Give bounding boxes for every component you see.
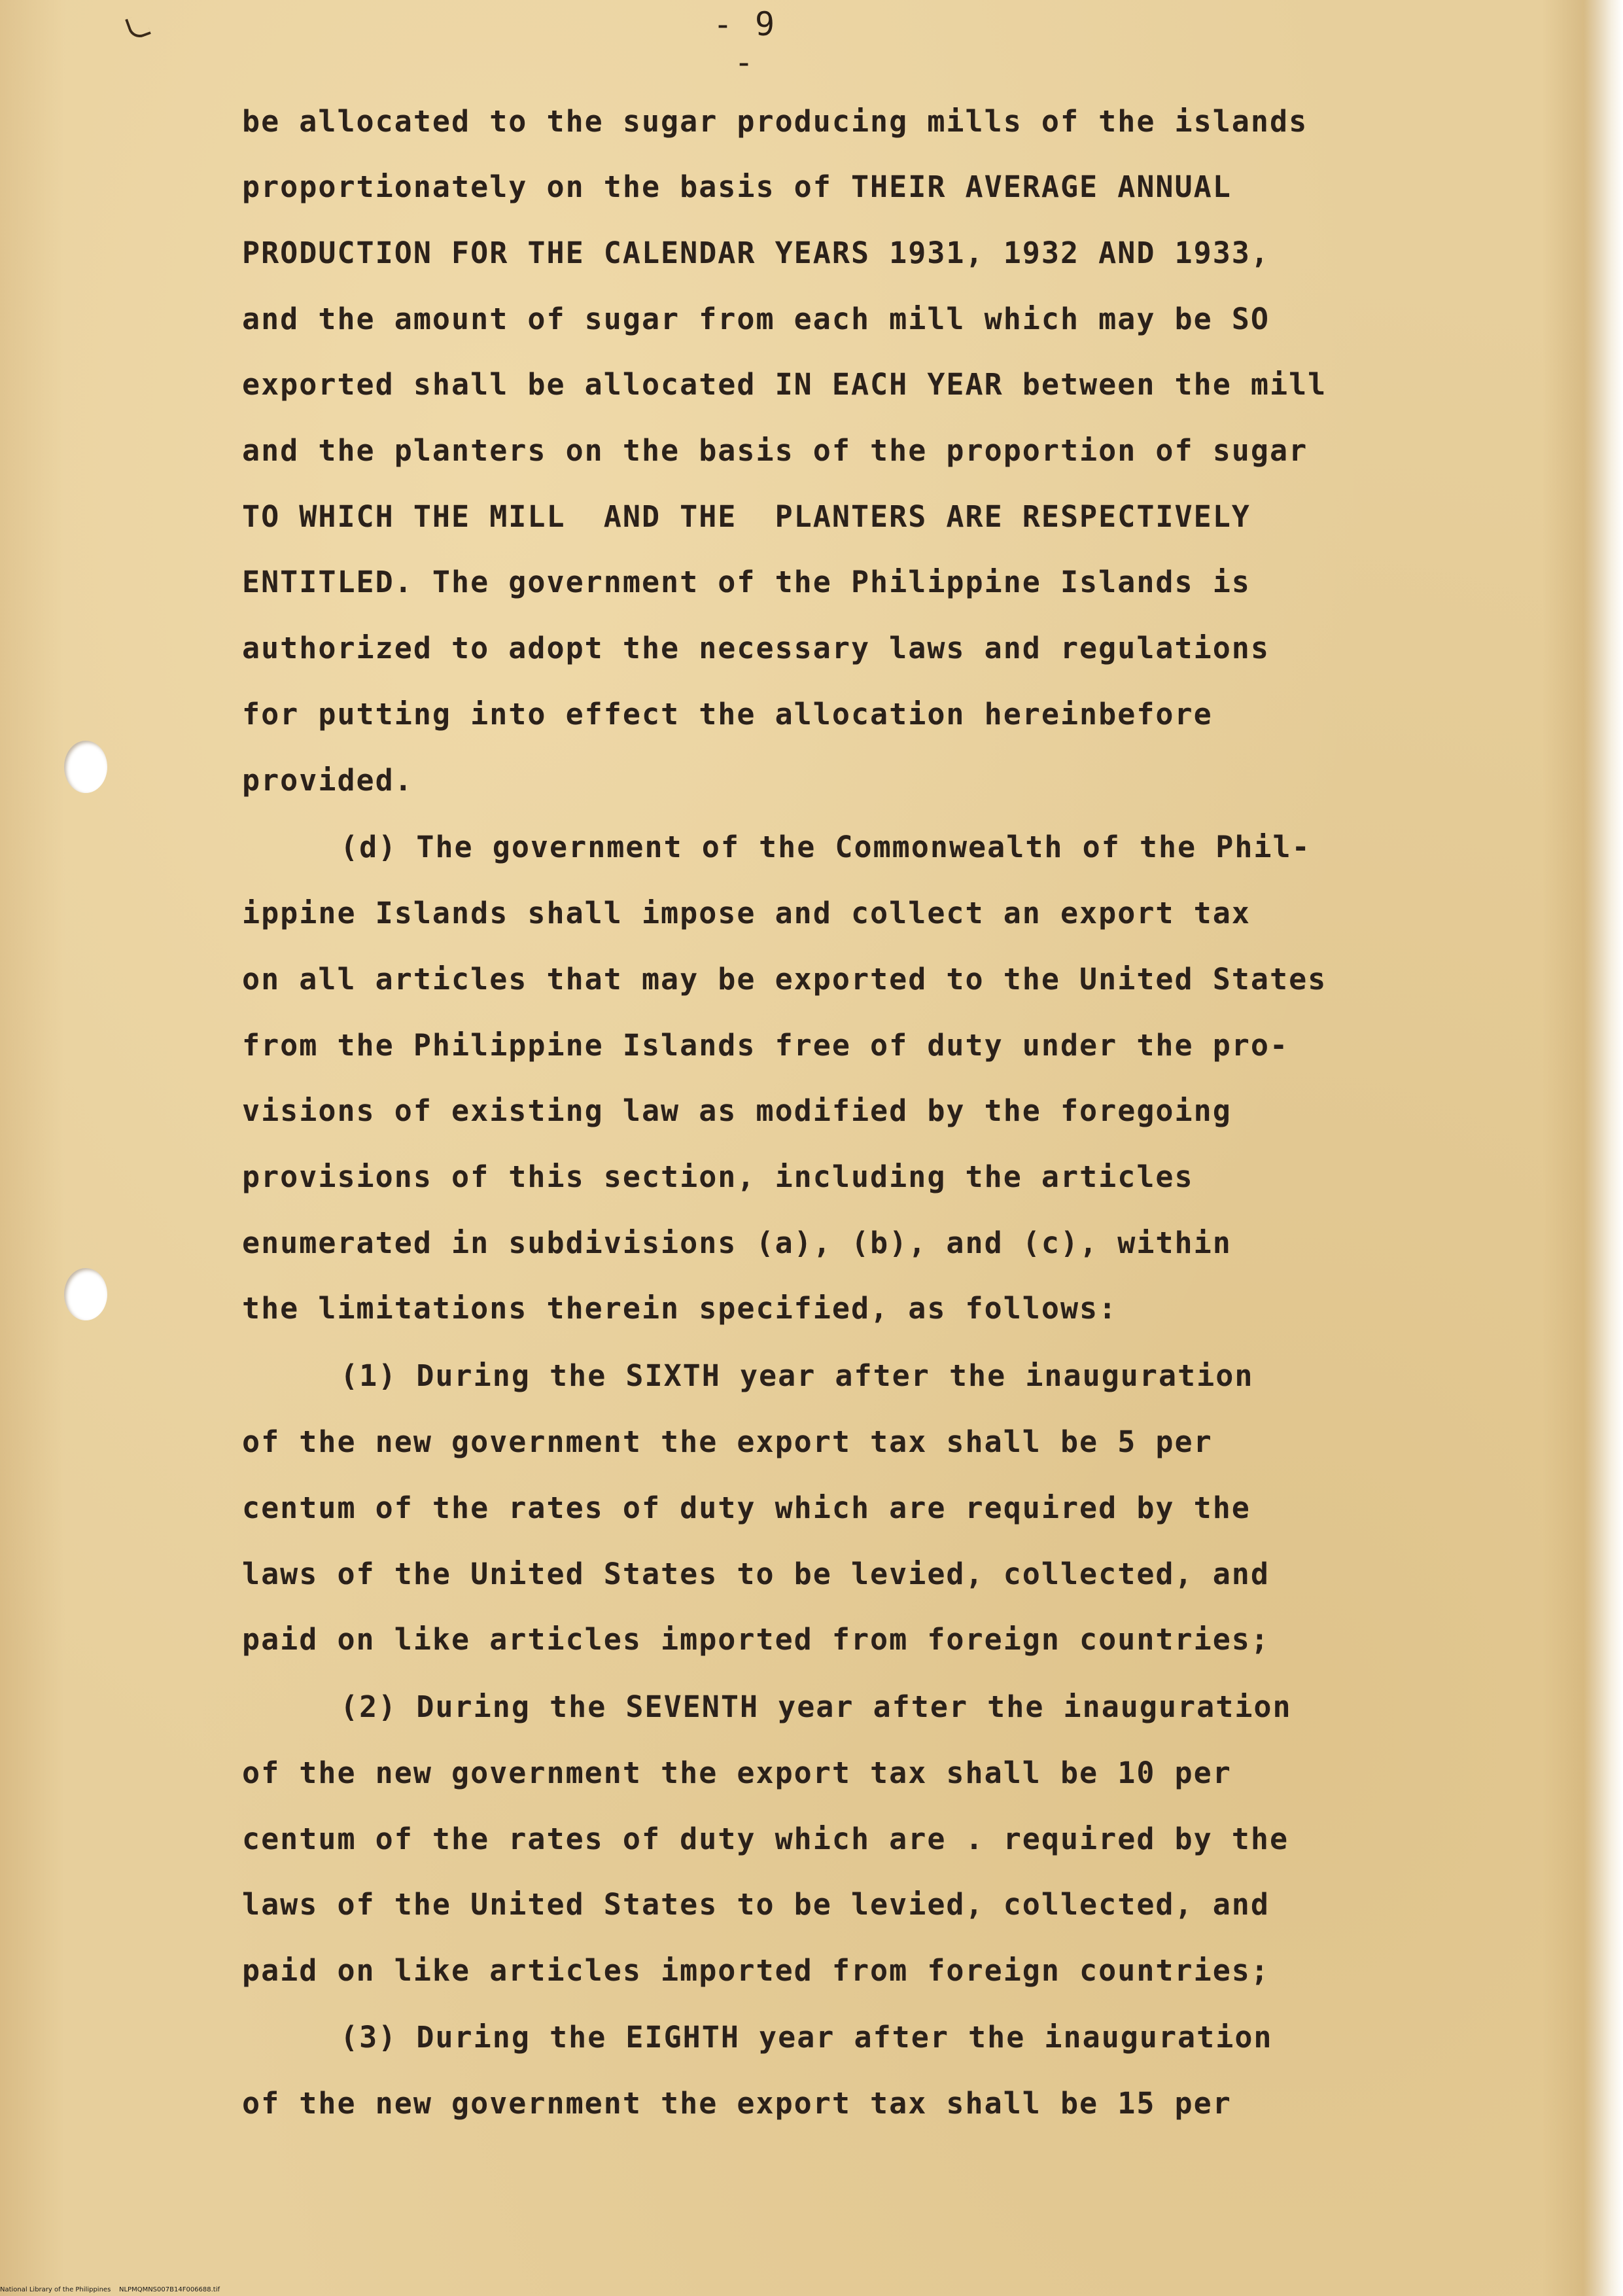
text-line: of the new government the export tax shall be 15 per <box>242 2086 1232 2121</box>
text-line: for putting into effect the allocation hereinbefore <box>242 697 1213 732</box>
text-line: ippine Islands shall impose and collect an export tax <box>242 896 1251 930</box>
text-line: provided. <box>242 763 413 798</box>
text-line: (d) The government of the Commonwealth of the Phil- <box>340 830 1311 864</box>
text-line: of the new government the export tax shall be 10 per <box>242 1756 1232 1790</box>
text-line: PRODUCTION FOR THE CALENDAR YEARS 1931, 1932 AND 1933, <box>242 236 1270 270</box>
text-line: proportionately on the basis of THEIR AVERAGE ANNUAL <box>242 169 1232 204</box>
text-line: laws of the United States to be levied, collected, and <box>242 1887 1270 1922</box>
text-line: and the amount of sugar from each mill which may be SO <box>242 302 1270 336</box>
page-edge-shadow <box>1584 0 1623 2296</box>
text-line: centum of the rates of duty which are required by the <box>242 1491 1251 1525</box>
text-line: authorized to adopt the necessary laws and regulations <box>242 631 1270 665</box>
text-line: exported shall be allocated IN EACH YEAR between the mill <box>242 367 1327 402</box>
text-line: and the planters on the basis of the proportion of sugar <box>242 433 1308 468</box>
text-line: paid on like articles imported from foreign countries; <box>242 1622 1270 1657</box>
text-line: laws of the United States to be levied, collected, and <box>242 1557 1270 1591</box>
punch-hole-top <box>64 741 107 793</box>
text-line: (3) During the EIGHTH year after the inauguration <box>340 2020 1273 2055</box>
punch-hole-bottom <box>64 1268 107 1320</box>
page-number: - 9 - <box>712 5 777 81</box>
text-line: visions of existing law as modified by the foregoing <box>242 1093 1232 1128</box>
text-line: be allocated to the sugar producing mills of the islands <box>242 104 1308 139</box>
text-line: of the new government the export tax shall be 5 per <box>242 1424 1213 1459</box>
text-line: centum of the rates of duty which are . required by the <box>242 1822 1289 1856</box>
text-line: enumerated in subdivisions (a), (b), and (c), within <box>242 1226 1232 1260</box>
ink-corner-mark <box>125 13 151 41</box>
text-line: from the Philippine Islands free of duty under the pro- <box>242 1028 1289 1063</box>
scan-footer-caption: National Library of the Philippines NLPMQMNS007B14F006688.tif <box>0 2286 220 2293</box>
text-line: the limitations therein specified, as follows: <box>242 1291 1118 1326</box>
text-line: provisions of this section, including the articles <box>242 1159 1194 1194</box>
text-line: ENTITLED. The government of the Philippine Islands is <box>242 565 1251 599</box>
text-line: (2) During the SEVENTH year after the inauguration <box>340 1689 1292 1724</box>
text-line: TO WHICH THE MILL AND THE PLANTERS ARE RESPECTIVELY <box>242 499 1251 534</box>
text-line: paid on like articles imported from foreign countries; <box>242 1953 1270 1988</box>
text-line: (1) During the SIXTH year after the inauguration <box>340 1358 1254 1393</box>
text-line: on all articles that may be exported to the United States <box>242 962 1327 997</box>
